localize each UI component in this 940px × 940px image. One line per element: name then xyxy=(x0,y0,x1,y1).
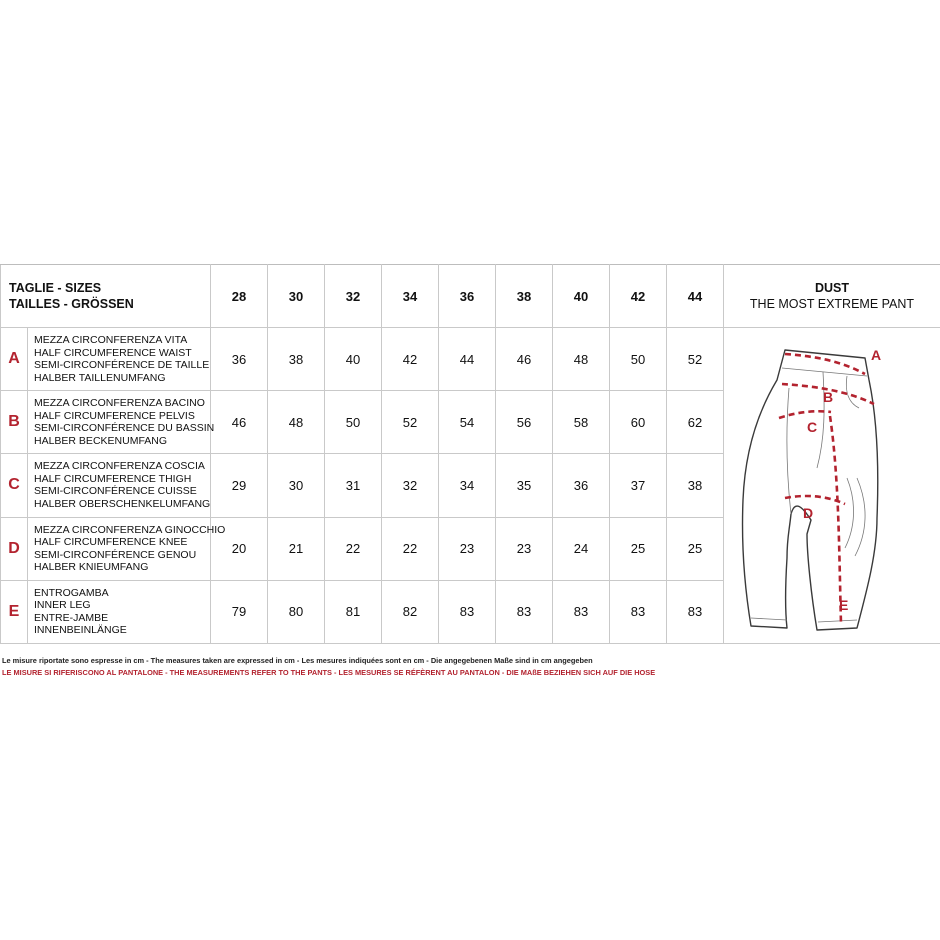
pants-illustration xyxy=(727,328,937,638)
desc-line: SEMI-CIRCONFÉRENCE GENOU xyxy=(34,548,197,561)
desc-line: MEZZA CIRCONFERENZA COSCIA xyxy=(34,460,205,473)
header-row xyxy=(1,265,940,328)
measure-cell: 23 xyxy=(439,517,496,580)
measure-cell: 52 xyxy=(667,328,724,391)
desc-line: MEZZA CIRCONFERENZA GINOCCHIO xyxy=(34,523,226,536)
size-header: 30 xyxy=(268,265,325,328)
desc-line: HALBER BECKENUMFANG xyxy=(34,434,168,447)
desc-line: SEMI-CIRCONFÉRENCE CUISSE xyxy=(34,485,197,498)
measure-cell: 81 xyxy=(325,580,382,643)
product-header xyxy=(724,265,940,328)
desc-line: INNER LEG xyxy=(34,599,91,612)
measure-cell: 40 xyxy=(325,328,382,391)
measure-cell: 46 xyxy=(211,391,268,454)
measure-cell: 31 xyxy=(325,454,382,517)
pants-illustration-cell xyxy=(724,328,940,644)
illustration-label-d: D xyxy=(803,505,814,521)
desc-line: INNENBEINLÄNGE xyxy=(34,624,127,637)
pants-measure-note: LE MISURE SI RIFERISCONO AL PANTALONE - THE MEASUREMENTS REFER TO THE PANTS - LES MESURES SE RÉFÈRENT AU PANTALON - DIE MAßE BEZIEHEN SICH AUF DIE HOSE xyxy=(2,668,656,677)
row-description xyxy=(28,580,211,643)
measure-cell: 32 xyxy=(382,454,439,517)
desc-line: HALBER TAILLENUMFANG xyxy=(34,371,166,384)
measure-cell: 24 xyxy=(553,517,610,580)
measure-cell: 50 xyxy=(610,328,667,391)
illustration-label-b: B xyxy=(823,389,834,405)
measure-cell: 52 xyxy=(382,391,439,454)
measure-cell: 22 xyxy=(382,517,439,580)
measure-cell: 44 xyxy=(439,328,496,391)
measure-cell: 21 xyxy=(268,517,325,580)
measure-cell: 46 xyxy=(496,328,553,391)
row-letter: E xyxy=(1,580,28,643)
desc-line: SEMI-CIRCONFÉRENCE DU BASSIN xyxy=(34,422,215,435)
sizes-title-line1: TAGLIE - SIZES xyxy=(9,281,102,295)
size-header: 40 xyxy=(553,265,610,328)
row-letter: B xyxy=(1,391,28,454)
measure-cell: 82 xyxy=(382,580,439,643)
size-header: 32 xyxy=(325,265,382,328)
measure-cell: 58 xyxy=(553,391,610,454)
measure-cell: 83 xyxy=(610,580,667,643)
measure-cell: 50 xyxy=(325,391,382,454)
measure-cell: 23 xyxy=(496,517,553,580)
illustration-label-e: E xyxy=(839,597,849,613)
row-letter: C xyxy=(1,454,28,517)
measure-cell: 83 xyxy=(667,580,724,643)
desc-line: SEMI-CIRCONFÉRENCE DE TAILLE xyxy=(34,359,210,372)
size-chart-table xyxy=(0,264,940,644)
measure-cell: 36 xyxy=(211,328,268,391)
size-header: 34 xyxy=(382,265,439,328)
measure-cell: 83 xyxy=(496,580,553,643)
desc-line: HALBER OBERSCHENKELUMFANG xyxy=(34,497,211,510)
measure-cell: 42 xyxy=(382,328,439,391)
row-letter: D xyxy=(1,517,28,580)
measure-cell: 20 xyxy=(211,517,268,580)
desc-line: HALF CIRCUMFERENCE THIGH xyxy=(34,472,192,485)
desc-line: HALF CIRCUMFERENCE PELVIS xyxy=(34,409,195,422)
measure-cell: 34 xyxy=(439,454,496,517)
measure-cell: 62 xyxy=(667,391,724,454)
measure-cell: 54 xyxy=(439,391,496,454)
measure-cell: 25 xyxy=(667,517,724,580)
desc-line: HALBER KNIEUMFANG xyxy=(34,561,149,574)
row-description xyxy=(28,328,211,391)
size-header: 28 xyxy=(211,265,268,328)
sizes-title-cell xyxy=(1,265,211,328)
measure-cell: 83 xyxy=(553,580,610,643)
measure-cell: 30 xyxy=(268,454,325,517)
row-description xyxy=(28,454,211,517)
desc-line: ENTROGAMBA xyxy=(34,586,109,599)
desc-line: MEZZA CIRCONFERENZA VITA xyxy=(34,334,188,347)
product-name: DUST xyxy=(814,281,850,295)
measure-cell: 25 xyxy=(610,517,667,580)
illustration-label-a: A xyxy=(871,347,882,363)
row-description xyxy=(28,517,226,580)
table-row xyxy=(1,328,940,391)
measure-cell: 38 xyxy=(268,328,325,391)
illustration-label-c: C xyxy=(807,419,818,435)
product-subtitle: THE MOST EXTREME PANT xyxy=(749,297,915,311)
measure-cell: 22 xyxy=(325,517,382,580)
measure-cell: 38 xyxy=(667,454,724,517)
size-header: 44 xyxy=(667,265,724,328)
desc-line: HALF CIRCUMFERENCE WAIST xyxy=(34,346,192,359)
row-description xyxy=(28,391,215,454)
size-header: 38 xyxy=(496,265,553,328)
size-header: 36 xyxy=(439,265,496,328)
size-header: 42 xyxy=(610,265,667,328)
measure-cell: 29 xyxy=(211,454,268,517)
pants-outline-icon xyxy=(742,350,877,630)
measure-cell: 60 xyxy=(610,391,667,454)
measure-cell: 37 xyxy=(610,454,667,517)
desc-line: HALF CIRCUMFERENCE KNEE xyxy=(34,536,188,549)
units-note: Le misure riportate sono espresse in cm - The measures taken are expressed in cm - Les mesures indiquées sont en cm - Die angegebenen Maße sind in cm angegeben xyxy=(2,656,593,665)
sizes-title-line2: TAILLES - GRÖSSEN xyxy=(9,297,134,311)
measure-cell: 35 xyxy=(496,454,553,517)
measure-cell: 80 xyxy=(268,580,325,643)
desc-line: ENTRE-JAMBE xyxy=(34,611,109,624)
row-letter: A xyxy=(1,328,28,391)
measure-cell: 79 xyxy=(211,580,268,643)
footnotes xyxy=(2,655,655,679)
desc-line: MEZZA CIRCONFERENZA BACINO xyxy=(34,397,205,410)
measure-cell: 36 xyxy=(553,454,610,517)
measure-cell: 48 xyxy=(268,391,325,454)
measure-cell: 56 xyxy=(496,391,553,454)
measure-cell: 48 xyxy=(553,328,610,391)
measure-cell: 83 xyxy=(439,580,496,643)
